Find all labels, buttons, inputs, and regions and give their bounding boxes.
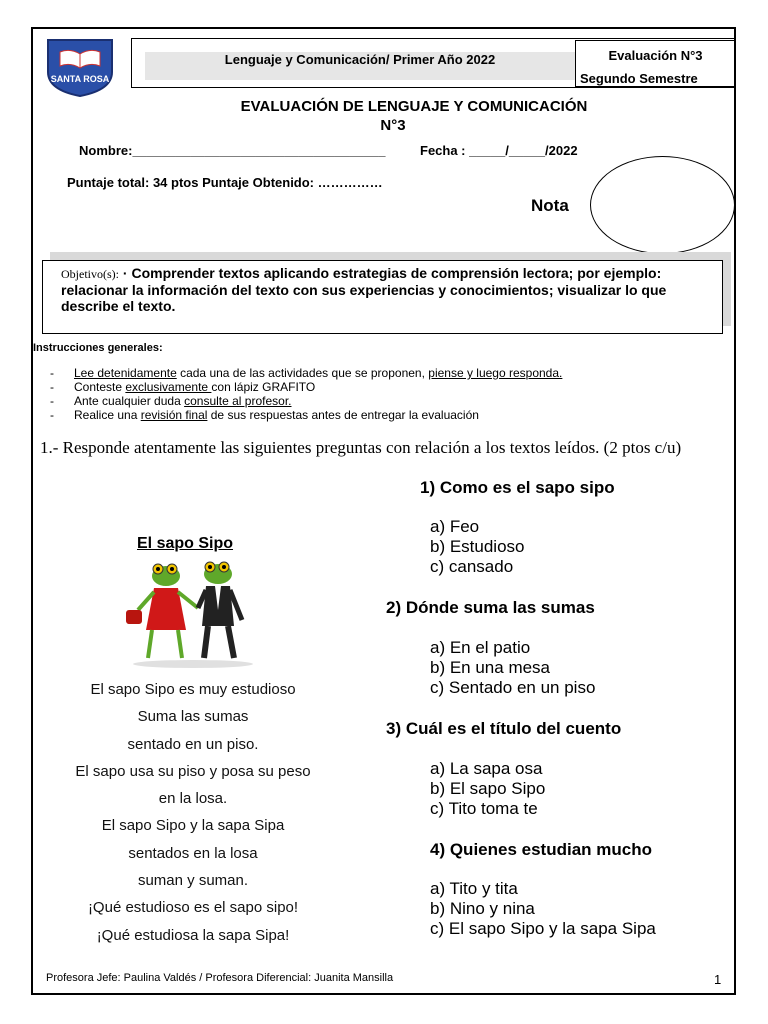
question-2-options [430, 638, 595, 698]
instruction-item: - Realice una revisión final de sus respuestas antes de entregar la evaluación [50, 408, 479, 422]
option[interactable]: b) El sapo Sipo [430, 779, 546, 798]
option[interactable]: a) Tito y tita [430, 879, 518, 898]
objective-box [42, 260, 723, 334]
question-3: 3) Cuál es el título del cuento [386, 719, 622, 738]
frogs-illustration [118, 560, 268, 670]
name-field[interactable]: Nombre:___________________________________ [79, 143, 386, 158]
semester: Segundo Semestre [580, 71, 698, 86]
question-1: 1) Como es el sapo sipo [420, 478, 615, 497]
option[interactable]: b) Nino y nina [430, 899, 535, 918]
question-1-options [430, 517, 525, 577]
story-line: suman y suman. [137, 872, 249, 890]
story-line: El sapo usa su piso y posa su peso [75, 762, 311, 780]
story-line: Suma las sumas [137, 708, 249, 726]
question-3-options [430, 759, 545, 819]
story-title: El sapo Sipo [137, 535, 234, 552]
instructions-list [50, 366, 562, 422]
story-line: El sapo Sipo y la sapa Sipa [101, 817, 285, 835]
objective-text: Comprender textos aplicando estrategias de comprensión lectora; por ejemplo: relacionar la información del texto con sus experiencias y conocimientos; visualizar lo que describe el texto. [61, 265, 667, 314]
story-line: El sapo Sipo es muy estudioso [90, 681, 296, 698]
option[interactable]: c) Sentado en un piso [430, 678, 596, 697]
page-title-number: N°3 [380, 117, 406, 134]
option[interactable]: a) En el patio [430, 638, 531, 657]
grade-circle[interactable] [590, 156, 735, 254]
instruction-item: - Conteste exclusivamente con lápiz GRAFITO [50, 380, 316, 394]
story-line: sentados en la losa [128, 844, 258, 862]
subject-title: Lenguaje y Comunicación/ Primer Año 2022 [224, 52, 496, 67]
page-title: EVALUACIÓN DE LENGUAJE Y COMUNICACIÓN [240, 98, 588, 115]
option[interactable]: a) Feo [430, 517, 480, 536]
footer-text: Profesora Jefe: Paulina Valdés / Profesora Diferencial: Juanita Mansilla [46, 972, 394, 984]
instruction-item: - Lee detenidamente cada una de las actividades que se proponen, piense y luego responda. [50, 366, 563, 380]
logo-text: SANTA ROSA [50, 74, 110, 84]
story-line: ¡Qué estudioso es el sapo sipo! [87, 899, 299, 917]
option[interactable]: a) La sapa osa [430, 759, 543, 778]
story-line: en la losa. [158, 790, 228, 808]
score-line: Puntaje total: 34 ptos Puntaje Obtenido: …………… [67, 175, 383, 190]
page-number: 1 [714, 972, 722, 987]
eval-number: Evaluación N°3 [608, 48, 703, 63]
option[interactable]: c) cansado [430, 557, 514, 576]
instruction-item: - Ante cualquier duda consulte al profesor. [50, 394, 292, 408]
section-intro: 1.- Responde atentamente las siguientes preguntas con relación a los textos leídos. (2 ptos c/u) [40, 438, 682, 457]
question-2: 2) Dónde suma las sumas [386, 598, 595, 617]
date-field[interactable]: Fecha : _____/_____/2022 [420, 143, 578, 158]
question-4-options [430, 879, 656, 939]
option[interactable]: c) El sapo Sipo y la sapa Sipa [430, 919, 656, 938]
question-4: 4) Quienes estudian mucho [430, 840, 652, 859]
story-line: sentado en un piso. [127, 735, 259, 753]
story-line: ¡Qué estudiosa la sapa Sipa! [96, 926, 290, 944]
option[interactable]: c) Tito toma te [430, 799, 538, 818]
option[interactable]: b) Estudioso [430, 537, 525, 556]
school-logo [46, 38, 114, 98]
objective-dot: · [122, 265, 132, 281]
objective-label: Objetivo(s): [61, 267, 119, 281]
option[interactable]: b) En una mesa [430, 658, 551, 677]
instructions-title: Instrucciones generales: [33, 342, 163, 354]
story-text [38, 676, 348, 949]
grade-label: Nota [531, 196, 569, 215]
